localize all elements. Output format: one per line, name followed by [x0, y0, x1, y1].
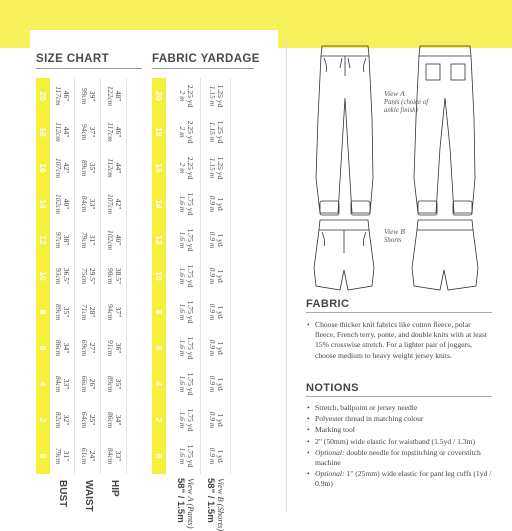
size-chart-size-label: 12: [38, 235, 48, 245]
yardage-cell: 1 yd 0.9 m: [208, 339, 225, 357]
column-separator: [230, 78, 231, 474]
size-chart-cell: 46" 117cm: [106, 122, 123, 142]
yardage-cell: 1.75 yd 1.6 m: [178, 336, 195, 360]
size-chart-row-label-bust: BUST: [57, 480, 68, 508]
pants-back-icon: [414, 46, 475, 215]
size-chart-cell: 44" 112cm: [106, 158, 123, 178]
size-chart-cell: 36" 91cm: [106, 339, 123, 357]
yardage-cell: 1.75 yd 1.6 m: [178, 264, 195, 288]
fabric-heading: FABRIC: [306, 298, 350, 310]
yardage-cell: 1.25 yd 1.15 m: [208, 84, 225, 108]
size-chart-cell: 40" 102cm: [54, 194, 71, 214]
yardage-size-label: 0: [154, 453, 164, 459]
list-item: • Polyester thread in matching colour: [315, 414, 492, 424]
shorts-front-icon: [314, 220, 374, 290]
yardage-cell: 1.25 yd 1.15 m: [208, 120, 225, 144]
size-chart-rule: [36, 68, 142, 69]
view-a-caption: View A Pants (choice of ankle finish): [384, 89, 429, 114]
yardage-cell: 1 yd 0.9 m: [208, 375, 225, 393]
size-chart-cell: 42" 107cm: [54, 158, 71, 178]
size-chart-size-label: 14: [38, 199, 48, 209]
size-chart-heading: SIZE CHART: [36, 53, 109, 65]
size-chart-cell: 38" 97cm: [54, 231, 71, 249]
size-chart-cell: 42" 107cm: [106, 194, 123, 214]
yardage-cell: 1 yd 0.9 m: [208, 231, 225, 249]
size-chart-cell: 35" 89cm: [54, 303, 71, 321]
size-chart-size-label: 4: [38, 381, 48, 387]
size-chart-size-label: 18: [38, 127, 48, 137]
notions-rule: [306, 396, 492, 397]
fabric-yardage-heading: FABRIC YARDAGE: [152, 53, 260, 65]
size-chart-cell: 33" 84cm: [106, 447, 123, 465]
size-chart-cell: 33" 84cm: [80, 195, 97, 213]
yardage-cell: 1.75 yd 1.6 m: [178, 192, 195, 216]
view-b-caption: View B Shorts: [384, 227, 405, 244]
size-chart-cell: 35" 89cm: [80, 159, 97, 177]
size-chart-row-label-waist: WAIST: [83, 480, 94, 512]
yardage-cell: 2.25 yd 2 m: [178, 84, 195, 108]
column-separator: [100, 78, 101, 474]
yardage-size-label: 10: [154, 271, 164, 281]
size-chart-cell: 44" 112cm: [54, 122, 71, 142]
yardage-size-label: 2: [154, 417, 164, 423]
fabric-list: [306, 320, 492, 362]
size-chart-size-label: 10: [38, 271, 48, 281]
size-chart-cell: 37" 94cm: [80, 123, 97, 141]
yardage-cell: 1 yd 0.9 m: [208, 411, 225, 429]
garment-illustrations: [296, 38, 496, 328]
yardage-size-label: 6: [154, 345, 164, 351]
list-item: • Optional: double needle for topstitching or coverstitch machine: [315, 448, 492, 468]
yardage-cell: 1.75 yd 1.6 m: [178, 372, 195, 396]
size-chart-cell: 24" 61cm: [80, 447, 97, 465]
size-chart-size-label: 16: [38, 163, 48, 173]
size-chart-size-label: 20: [38, 91, 48, 101]
size-chart-cell: 38.5" 98cm: [106, 267, 123, 285]
size-chart-cell: 34" 86cm: [54, 339, 71, 357]
fabric-rule: [306, 312, 492, 313]
size-chart-cell: 33" 84cm: [54, 375, 71, 393]
column-separator: [200, 78, 201, 474]
size-chart-cell: 28" 71cm: [80, 303, 97, 321]
list-item: • 2" (50mm) wide elastic for waistband (1.5yd / 1.3m): [315, 437, 492, 447]
yardage-row-label: View A (Pants) 58" / 1.5m: [175, 478, 196, 529]
yardage-size-label: 14: [154, 199, 164, 209]
yardage-cell: 1.25 yd 1.15 m: [208, 156, 225, 180]
list-item: • Optional: 1" (25mm) wide elastic for pant leg cuffs (1yd / 0.9m): [315, 469, 492, 489]
size-chart-cell: 40" 102cm: [106, 230, 123, 250]
notions-list: [306, 403, 492, 491]
size-chart-cell: 36.5" 93cm: [54, 267, 71, 285]
yardage-size-label: 16: [154, 163, 164, 173]
size-chart-size-label: 8: [38, 309, 48, 315]
size-chart-size-label: 6: [38, 345, 48, 351]
size-chart-cell: 31" 79cm: [54, 447, 71, 465]
yardage-cell: 1.75 yd 1.6 m: [178, 300, 195, 324]
fabric-yardage-rule: [152, 68, 254, 69]
size-chart-row-label-hip: HIP: [109, 480, 120, 497]
size-chart-cell: 39" 99cm: [80, 87, 97, 105]
yardage-size-label: 12: [154, 235, 164, 245]
yardage-cell: 1.75 yd 1.6 m: [178, 408, 195, 432]
size-chart-cell: 37" 94cm: [106, 303, 123, 321]
column-separator: [126, 78, 127, 474]
yardage-cell: 1.75 yd 1.6 m: [178, 444, 195, 468]
list-item: • Stretch, ballpoint or jersey needle: [315, 403, 492, 413]
column-separator: [74, 78, 75, 474]
yardage-cell: 1 yd 0.9 m: [208, 267, 225, 285]
yardage-cell: 1.75 yd 1.6 m: [178, 228, 195, 252]
yardage-size-label: 20: [154, 91, 164, 101]
size-chart-cell: 34" 86cm: [106, 411, 123, 429]
yardage-size-label: 4: [154, 381, 164, 387]
yardage-size-label: 8: [154, 309, 164, 315]
yardage-cell: 2.25 yd 2 m: [178, 120, 195, 144]
size-chart-cell: 46" 117cm: [54, 86, 71, 106]
yardage-cell: 1 yd 0.9 m: [208, 303, 225, 321]
list-item: • Choose thicker knit fabrics like cotton fleece, polar fleece, French terry, ponte, and double knits with at least 15% crosswise stretch. For a lighter pair of joggers, choose medium to heavy weight jersey knits.: [315, 320, 492, 361]
size-chart-cell: 27" 69cm: [80, 339, 97, 357]
column-divider: [286, 36, 287, 512]
size-chart-size-label: 0: [38, 453, 48, 459]
size-chart-cell: 35" 89cm: [106, 375, 123, 393]
size-chart-size-label: 2: [38, 417, 48, 423]
yardage-size-label: 18: [154, 127, 164, 137]
yardage-row-label: View B (Shorts) 58" / 1.5m: [205, 478, 226, 531]
yardage-cell: 1 yd 0.9 m: [208, 195, 225, 213]
yardage-cell: 2.25 yd 2 m: [178, 156, 195, 180]
size-chart-cell: 32" 82cm: [54, 411, 71, 429]
size-chart-cell: 31" 79cm: [80, 231, 97, 249]
yardage-cell: 1 yd 0.9 m: [208, 447, 225, 465]
notions-heading: NOTIONS: [306, 382, 359, 394]
size-chart-cell: 48" 122cm: [106, 86, 123, 106]
list-item: • Marking tool: [315, 425, 492, 435]
size-chart-cell: 26" 66cm: [80, 375, 97, 393]
size-chart-cell: 29.5" 75cm: [80, 267, 97, 285]
pants-front-icon: [316, 46, 373, 215]
size-chart-cell: 25" 64cm: [80, 411, 97, 429]
